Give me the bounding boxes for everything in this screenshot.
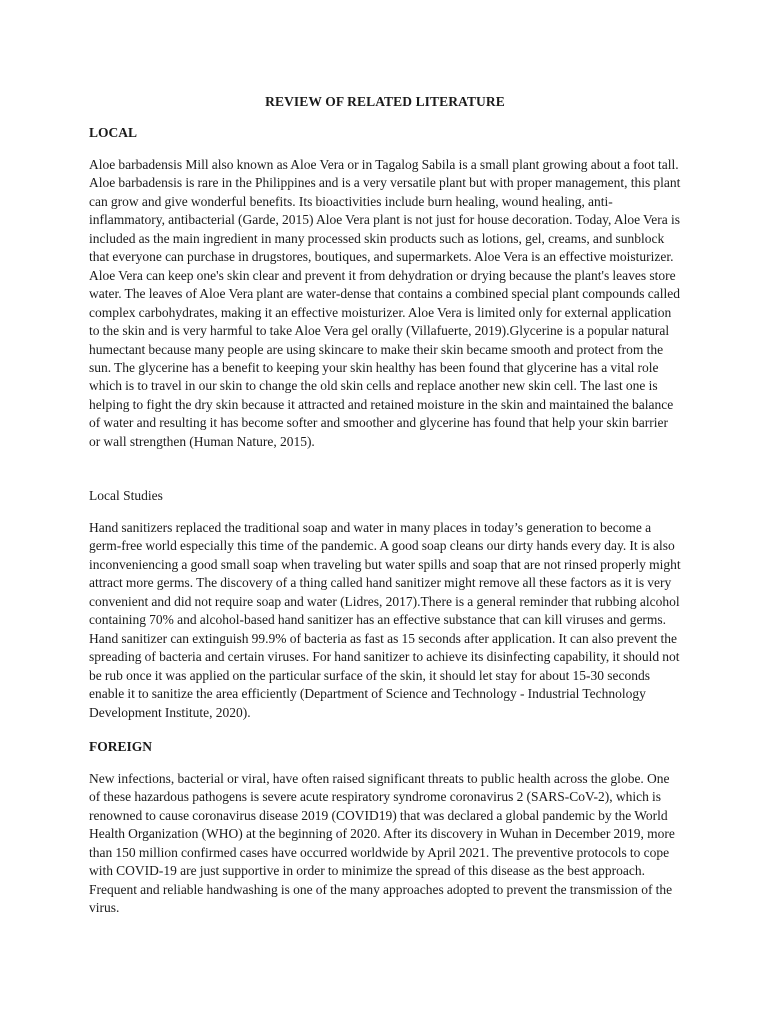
section-heading-foreign: FOREIGN: [89, 739, 153, 754]
section-heading-local-studies: Local Studies: [89, 488, 163, 503]
paragraph-local: Aloe barbadensis Mill also known as Aloe Vera or in Tagalog Sabila is a small plant growing about a foot tall. Aloe barbadensis is rare in the Philippines and is a very versatile plant but with proper management, this plant can grow and give wonderful benefits. Its bioactivities include burn healing, wound healing, anti-inflammatory, antibacterial (Garde, 2015) Aloe Vera plant is not just for house decoration. Today, Aloe Vera is included as the main ingredient in many processed skin products such as lotions, gel, creams, and sunblock that everyone can purchase in drugstores, boutiques, and supermarkets. Aloe Vera is an effective moisturizer. Aloe Vera can keep one's skin clear and prevent it from dehydration or drying because the plant's leaves store water. The leaves of Aloe Vera plant are water-dense that contains a combined special plant compounds called complex carbohydrates, making it an effective moisturizer. Aloe Vera is limited only for external application to the skin and is very harmful to take Aloe Vera gel orally (Villafuerte, 2019).Glycerine is a popular natural humectant because many people are using skincare to make their skin became smooth and protect from the sun. The glycerine has a benefit to keeping your skin healthy has been found that glycerine has a vital role which is to travel in our skin to change the old skin cells and replace another new skin cell. The last one is helping to fight the dry skin because it attracted and retained moisture in the skin and maintained the balance of water and resulting it has become softer and smoother and glycerine has found that help your skin barrier or wall strengthen (Human Nature, 2015).: [89, 157, 681, 449]
paragraph-local-studies: Hand sanitizers replaced the traditional soap and water in many places in today’s generation to become a germ-free world especially this time of the pandemic. A good soap cleans our dirty hands every day. It is also inconveniencing a good small soap when traveling but water spills and soap that are not rinsed properly might attract more germs. The discovery of a thing called hand sanitizer might remove all these factors as it is very convenient and did not require soap and water (Lidres, 2017).There is a general reminder that rubbing alcohol containing 70% and alcohol-based hand sanitizer has an effective substance that can kill viruses and germs. Hand sanitizer can extinguish 99.9% of bacteria as fast as 15 seconds after application. It can also prevent the spreading of bacteria and certain viruses. For hand sanitizer to achieve its disinfecting capability, it should not be rub once it was applied on the particular surface of the skin, it should let stay for about 15-30 seconds enable it to sanitize the area efficiently (Department of Science and Technology - Industrial Technology Development Institute, 2020).: [89, 520, 681, 720]
section-heading-local: LOCAL: [89, 125, 138, 140]
paragraph-foreign: New infections, bacterial or viral, have often raised significant threats to public health across the globe. One of these hazardous pathogens is severe acute respiratory syndrome coronavirus 2 (SARS-CoV-2), which is renowned to cause coronavirus disease 2019 (COVID19) that was declared a global pandemic by the World Health Organization (WHO) at the beginning of 2020. After its discovery in Wuhan in December 2019, more than 150 million confirmed cases have occurred worldwide by April 2021. The preventive protocols to cope with COVID-19 are just supportive in order to minimize the spread of this disease as the best approach. Frequent and reliable handwashing is one of the many approaches adopted to prevent the transmission of the virus.: [89, 771, 675, 916]
document-title: REVIEW OF RELATED LITERATURE: [265, 94, 505, 109]
